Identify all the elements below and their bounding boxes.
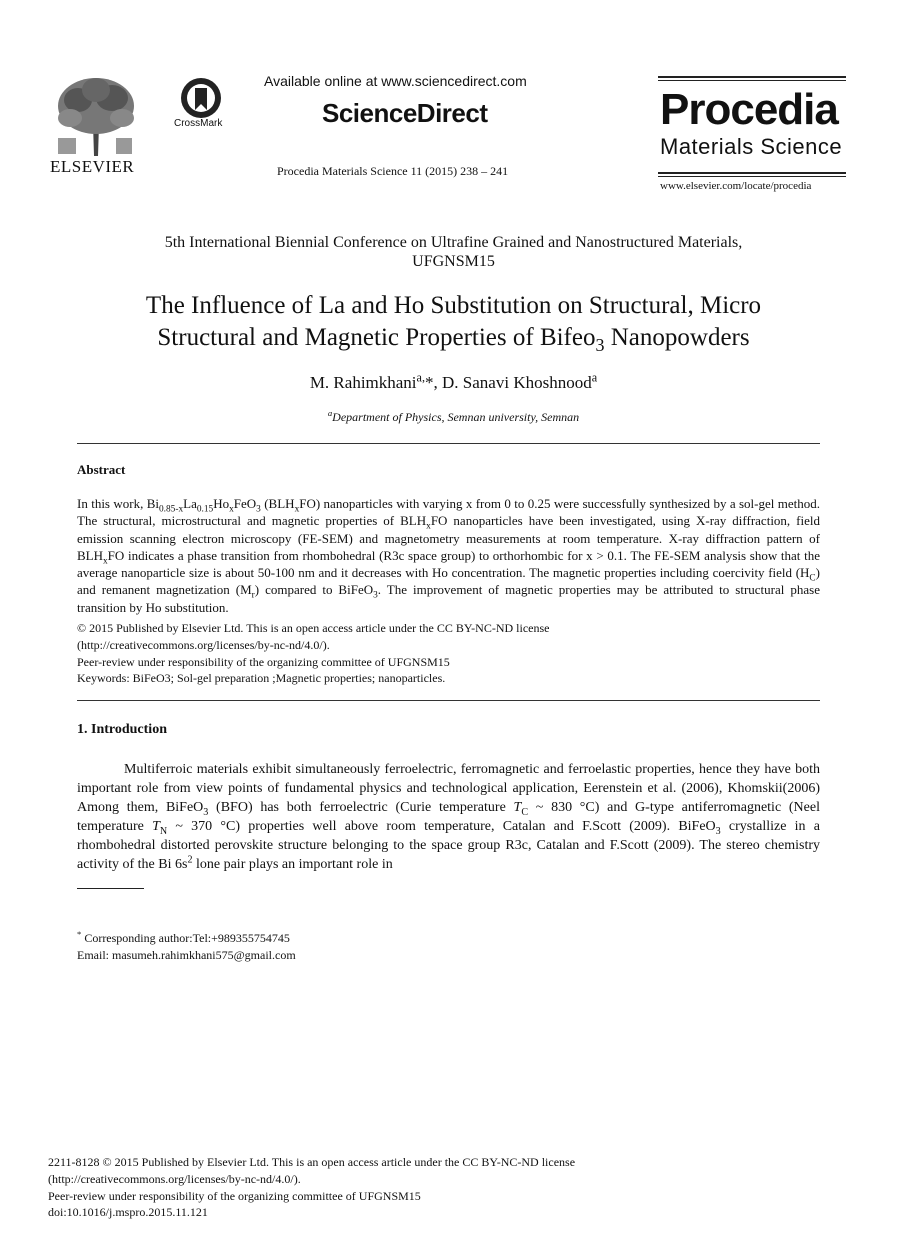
footer-peer-review: Peer-review under responsibility of the organizing committee of UFGNSM15 — [48, 1189, 421, 1203]
introduction-heading: 1. Introduction — [77, 722, 167, 737]
footnote-email[interactable]: Email: masumeh.rahimkhani575@gmail.com — [77, 948, 296, 962]
footer-license: 2211-8128 © 2015 Published by Elsevier Ltd. This is an open access article under the CC BY-NC-ND license — [48, 1155, 576, 1169]
conference-name — [60, 233, 847, 271]
procedia-bottom-rule — [658, 172, 846, 174]
abstract-heading: Abstract — [77, 462, 126, 477]
abstract-license-link[interactable]: (http://creativecommons.org/licenses/by-nc-nd/4.0/). — [77, 638, 330, 652]
procedia-top-rule — [658, 76, 846, 78]
procedia-title: Procedia — [660, 85, 838, 134]
rule-above-abstract — [77, 443, 820, 444]
conference-line-2: UFGNSM15 — [412, 253, 495, 270]
available-online-text: Available online at www.sciencedirect.com — [264, 73, 527, 89]
procedia-subtitle: Materials Science — [660, 134, 843, 159]
rule-below-abstract — [77, 700, 820, 701]
elsevier-wordmark: ELSEVIER — [50, 157, 135, 176]
abstract-license: © 2015 Published by Elsevier Ltd. This is an open access article under the CC BY-NC-ND license — [77, 621, 550, 635]
journal-reference: Procedia Materials Science 11 (2015) 238 – 241 — [277, 164, 509, 178]
footer-license-link[interactable]: (http://creativecommons.org/licenses/by-nc-nd/4.0/). — [48, 1172, 301, 1186]
procedia-top-rule-thin — [658, 80, 846, 81]
affiliation: $^a$Department of Physics, Semnan university, Semnan — [327, 408, 580, 424]
footnote-corresponding: * Corresponding author:Tel:+989355754745 — [77, 929, 290, 945]
procedia-bottom-rule-thin — [658, 176, 846, 177]
sciencedirect-logo: ScienceDirect — [322, 98, 488, 128]
abstract-body: In this work, $Bi_{0.85-x}La_{0.15}Ho_xFeO_3$ $(BLH_xFO)$ nanoparticles with varying x from 0 to 0.25 were successfully synthesized by a sol-gel method. The structural, microstructural and magnetic properties of $BLH_xFO$ nanoparticles have been investigated, using X-ray diffraction, field emission scanning electron microscopy (FE-SEM) and magnetometry measurements at room temperature. X-ray diffraction pattern of $BLH_xFO$ indicates a phase transition from rhombohedral (R3c space group) to orthorhombic for x > 0.1. The FE-SEM analysis show that the average nanoparticle size is about 50-100 nm and it decreases with Ho concentration. The magnetic properties including coercivity field $(H_C)$ and remanent magnetization $(M_r)$ compared to BiFeO$_3$. The improvement of magnetic properties may be attributed to structural phase transition by Ho substitution. — [77, 496, 820, 615]
footer-doi[interactable]: doi:10.1016/j.mspro.2015.11.121 — [48, 1205, 208, 1219]
conference-line-1: 5th International Biennial Conference on Ultrafine Grained and Nanostructured Materials, — [164, 234, 743, 251]
abstract-peer-review: Peer-review under responsibility of the organizing committee of UFGNSM15 — [77, 655, 450, 669]
author-2: D. Sanavi Khoshnood — [442, 373, 592, 392]
keywords: Keywords: BiFeO3; Sol-gel preparation ;Magnetic properties; nanoparticles. — [77, 671, 446, 685]
paper-title — [80, 290, 827, 354]
author-1: M. Rahimkhani — [309, 373, 417, 392]
crossmark-label: CrossMark — [174, 118, 223, 129]
title-line-1: The Influence of La and Ho Substitution on Structural, Micro — [145, 292, 762, 319]
footnote-rule — [77, 888, 144, 889]
procedia-url[interactable]: www.elsevier.com/locate/procedia — [660, 180, 812, 192]
introduction-body: Multiferroic materials exhibit simultaneously ferroelectric, ferromagnetic and ferroelastic properties, hence they have both important role from view points of fundamental physics and technological application, Eerenstein et al. (2006), Khomskii(2006) Among them, BiFeO$_3$ (BFO) has both ferroelectric (Curie temperature $T_C$ ~ 830 °C) and G-type antiferromagnetic (Neel temperature $T_N$ ~ 370 °C) properties well above room temperature, Catalan and F.Scott (2009). BiFeO$_3$ crystallize in a rhombohedral distorted perovskite structure belonging to the space group R3c, Catalan and F.Scott (2009). The stereo chemistry activity of the Bi $6s^2$ lone pair plays an important role in — [77, 762, 820, 872]
title-line-2: Structural and Magnetic Properties of Bifeo$_3$ Nanopowders — [157, 324, 750, 355]
author-list: M. Rahimkhani$^{a,}$*, D. Sanavi Khoshnood$^a$ — [309, 370, 598, 392]
